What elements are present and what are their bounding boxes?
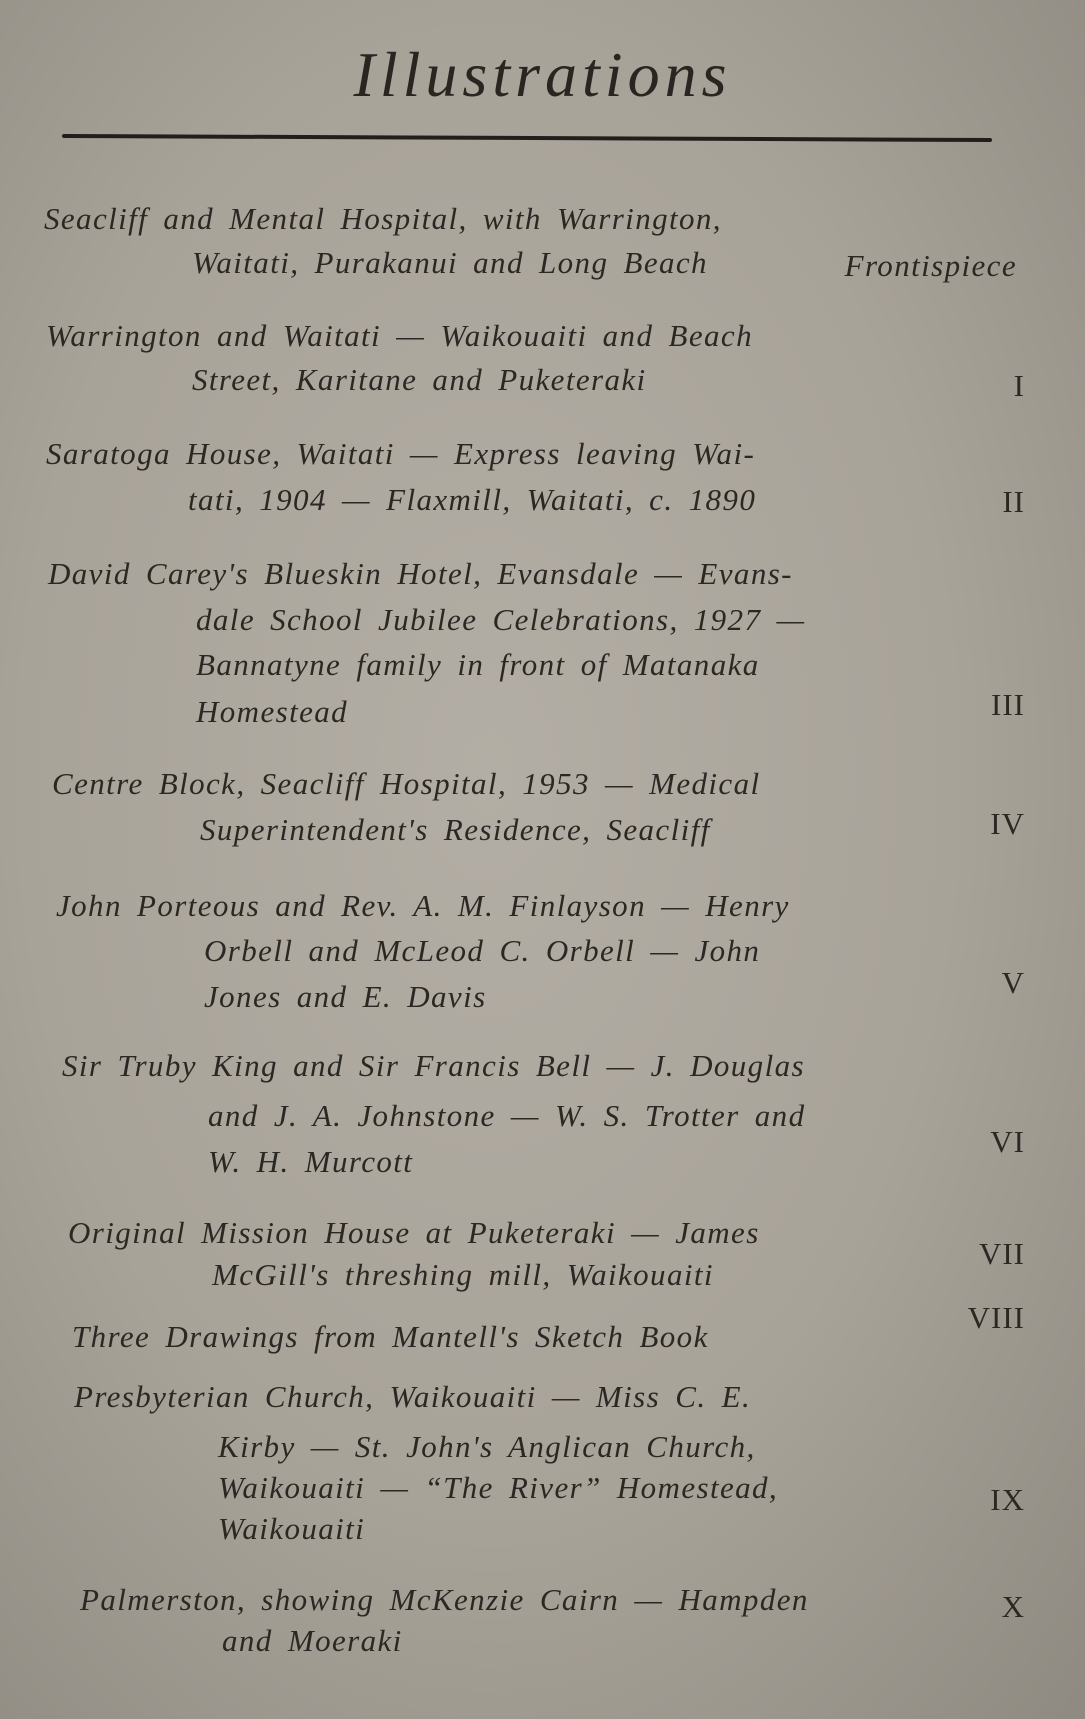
entry-caption-line: and Moeraki [222, 1623, 403, 1658]
plate-number: Frontispiece [844, 248, 1017, 283]
entry-caption-line: W. H. Murcott [208, 1144, 414, 1179]
plate-number: IV [990, 806, 1025, 841]
plate-number: VII [978, 1236, 1025, 1271]
entry-caption-line: Jones and E. Davis [204, 979, 487, 1014]
entry-caption-line: Waikouaiti [218, 1511, 366, 1546]
entry-caption-line: Waikouaiti — “The River” Homestead, [218, 1470, 779, 1505]
entry-caption-line: McGill's threshing mill, Waikouaiti [212, 1257, 714, 1292]
plate-number: I [1013, 368, 1025, 403]
entry-caption-line: Three Drawings from Mantell's Sketch Book [72, 1319, 709, 1354]
entry-caption-line: Warrington and Waitati — Waikouaiti and Beach [46, 318, 753, 353]
entry-caption-line: and J. A. Johnstone — W. S. Trotter and [208, 1098, 806, 1133]
entry-caption-line: Waitati, Purakanui and Long Beach [192, 245, 708, 280]
plate-number: VIII [967, 1300, 1025, 1335]
entry-caption-line: Homestead [196, 694, 349, 729]
page-title: Illustrations [353, 39, 732, 110]
entry-caption-line: Bannatyne family in front of Matanaka [196, 647, 760, 682]
plate-number: V [1001, 965, 1025, 1000]
entry-caption-line: Orbell and McLeod C. Orbell — John [204, 933, 761, 968]
entry-caption-line: dale School Jubilee Celebrations, 1927 — [196, 602, 806, 637]
entry-caption-line: Saratoga House, Waitati — Express leaving Wai- [46, 436, 756, 471]
title-rule [62, 134, 992, 142]
entry-caption-line: Superintendent's Residence, Seacliff [200, 812, 711, 847]
entry-caption-line: tati, 1904 — Flaxmill, Waitati, c. 1890 [188, 482, 757, 517]
entry-caption-line: Presbyterian Church, Waikouaiti — Miss C. E. [74, 1379, 752, 1414]
entry-caption-line: David Carey's Blueskin Hotel, Evansdale — Evans- [48, 556, 793, 591]
entry-caption-line: Street, Karitane and Puketeraki [192, 362, 647, 397]
plate-number: IX [990, 1482, 1025, 1517]
entry-caption-line: Palmerston, showing McKenzie Cairn — Hampden [80, 1582, 809, 1617]
plate-number: II [1002, 484, 1025, 519]
entry-caption-line: Centre Block, Seacliff Hospital, 1953 — Medical [52, 766, 761, 801]
plate-number: X [1001, 1589, 1025, 1624]
plate-number: VI [990, 1124, 1025, 1159]
plate-number: III [991, 687, 1025, 722]
entry-caption-line: Kirby — St. John's Anglican Church, [218, 1429, 756, 1464]
entry-caption-line: Original Mission House at Puketeraki — James [68, 1215, 760, 1250]
entry-caption-line: Sir Truby King and Sir Francis Bell — J. Douglas [62, 1048, 805, 1083]
entry-caption-line: John Porteous and Rev. A. M. Finlayson — Henry [56, 888, 790, 923]
entry-caption-line: Seacliff and Mental Hospital, with Warrington, [44, 201, 722, 236]
